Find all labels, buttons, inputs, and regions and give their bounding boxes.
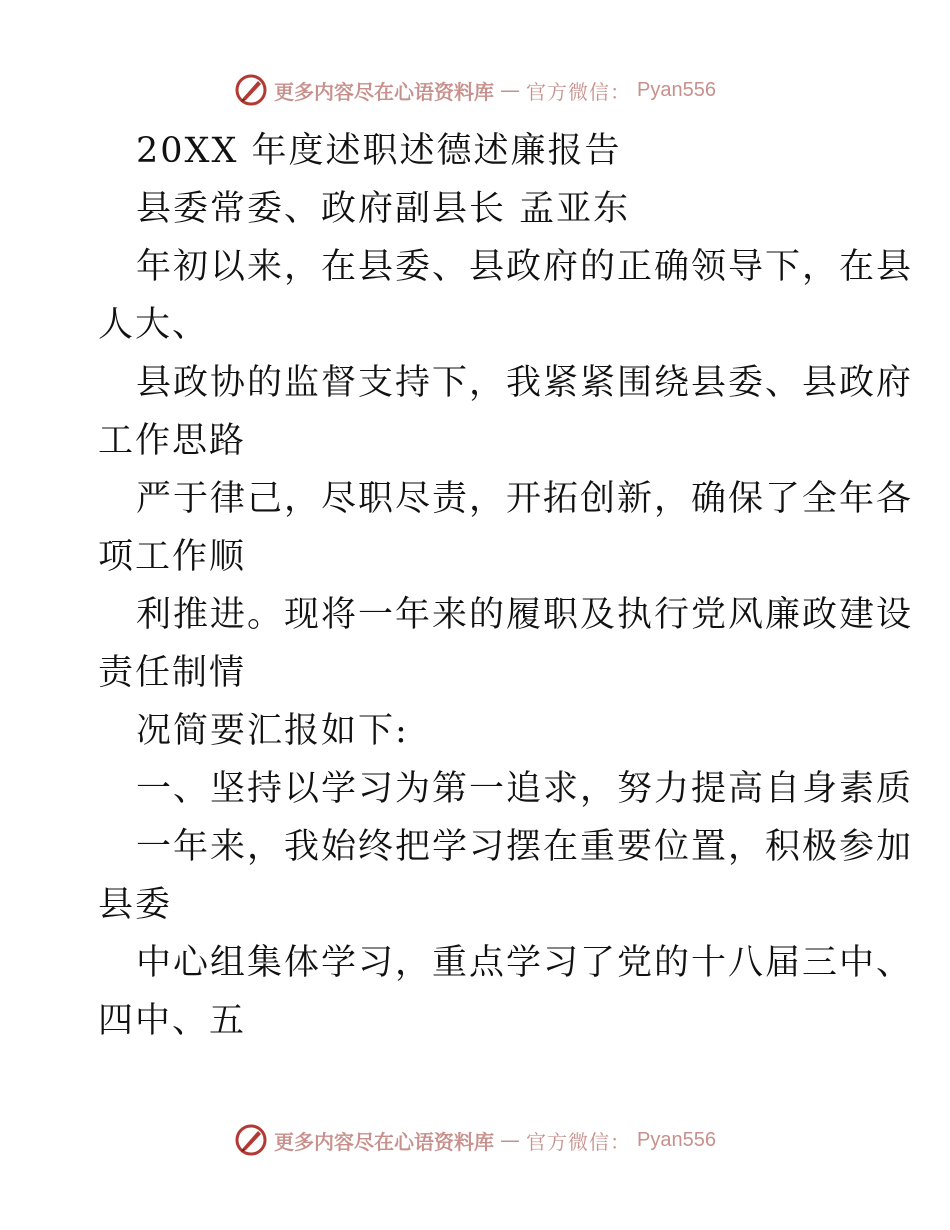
paragraph-line: 项工作顺 — [98, 537, 247, 577]
watermark-brand: 更多内容尽在心语资料库 — [274, 1129, 495, 1154]
watermark-wechat-label: 官方微信： — [526, 79, 632, 104]
watermark-dash: — — [500, 1128, 521, 1152]
paragraph-line: 县政协的监督支持下，我紧紧围绕县委、县政府 — [136, 363, 914, 403]
report-title: 20XX 年度述职述德述廉报告 — [136, 131, 622, 171]
paragraph-line: 工作思路 — [98, 421, 247, 461]
paragraph-line: 利推进。现将一年来的履职及执行党风廉政建设 — [136, 595, 914, 635]
watermark-wechat-id: Pyan556 — [637, 78, 716, 101]
paragraph-line: 中心组集体学习，重点学习了党的十八届三中、 — [136, 943, 914, 983]
paragraph-line: 县委 — [98, 885, 173, 925]
watermark-wechat-id: Pyan556 — [637, 1128, 716, 1151]
header-watermark — [0, 70, 950, 110]
paragraph-line: 一年来，我始终把学习摆在重要位置，积极参加 — [136, 827, 914, 867]
paragraph-line: 责任制情 — [98, 653, 247, 693]
paragraph-line: 严于律己，尽职尽责，开拓创新，确保了全年各 — [136, 479, 914, 519]
paragraph-line: 四中、五 — [98, 1001, 247, 1041]
quill-logo-icon — [234, 73, 268, 107]
paragraph-line: 年初以来，在县委、县政府的正确领导下，在县 — [136, 247, 914, 287]
watermark-brand: 更多内容尽在心语资料库 — [274, 79, 495, 104]
section-heading: 一、坚持以学习为第一追求，努力提高自身素质 — [136, 769, 914, 809]
report-author: 县委常委、政府副县长 孟亚东 — [136, 189, 631, 229]
watermark-dash: — — [500, 78, 521, 102]
paragraph-line: 况简要汇报如下: — [136, 711, 409, 751]
watermark-wechat-label: 官方微信： — [526, 1129, 632, 1154]
paragraph-line: 人大、 — [98, 305, 210, 345]
footer-watermark — [0, 1120, 950, 1160]
quill-logo-icon — [234, 1123, 268, 1157]
document-body — [98, 122, 914, 1050]
